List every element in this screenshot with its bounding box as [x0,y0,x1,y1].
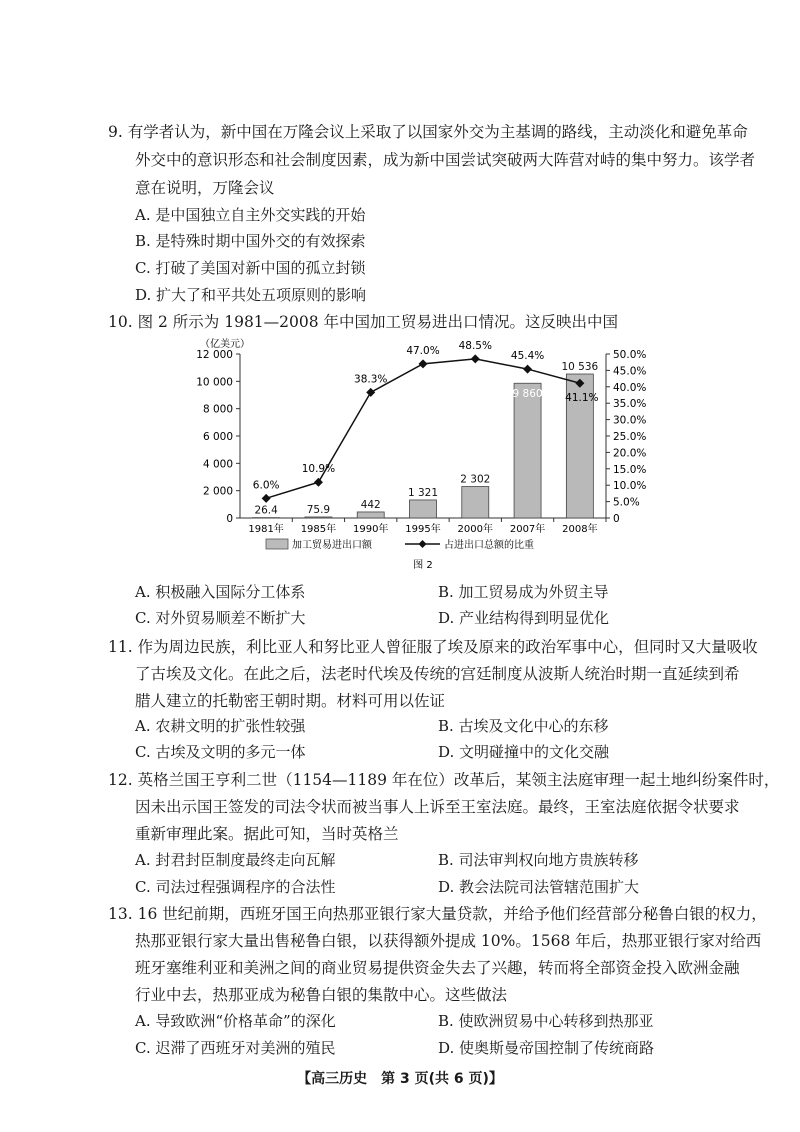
share-value-label: 6.0% [252,479,280,492]
share-value-label: 41.1% [565,392,599,405]
bar [514,383,541,518]
left-axis-tick-label: 6 000 [202,431,233,443]
right-axis-tick-label: 40.0% [613,381,647,394]
share-value-label: 38.3% [354,373,388,386]
q13-option-b: B. 使欧洲贸易中心转移到热那亚 [438,1012,654,1030]
q12-stem-line-3: 重新审理此案。据此可知，当时英格兰 [135,825,399,843]
left-axis-tick-label: 4 000 [202,458,233,471]
legend-diamond-marker [419,540,427,548]
figure-caption: 图 2 [413,560,433,571]
q9-stem-line-2: 外交中的意识形态和社会制度因素，成为新中国尝试突破两大阵营对峙的集中努力。该学者 [135,151,756,169]
legend-line-label: 占进出口总额的比重 [444,540,534,551]
x-tick-label: 1990年 [352,524,389,535]
q12-option-c: C. 司法过程强调程序的合法性 [135,878,336,896]
bar-value-label: 75.9 [306,503,331,516]
share-value-label: 47.0% [406,344,440,357]
q12-option-a: A. 封君封臣制度最终走向瓦解 [135,851,336,869]
share-point [366,388,375,397]
q9-stem-line-1: 9. 有学者认为，新中国在万隆会议上采取了以国家外交为主基调的路线，主动淡化和避免革命 [108,123,748,141]
q12-stem-line-1: 12. 英格兰国王亨利二世（1154—1189 年在位）改革后，某领主法庭审理一起土地纠纷案件时， [108,771,780,789]
share-point [523,365,532,374]
left-axis-tick-label: 8 000 [202,403,233,416]
q13-stem-line-4: 行业中去，热那亚成为秘鲁白银的集散中心。这些做法 [135,986,508,1004]
share-value-label: 10.9% [301,463,336,476]
bar-value-label: 2 302 [460,473,491,486]
bar-value-label: 442 [360,498,381,511]
bar [462,487,489,518]
q12-stem-line-2: 因未出示国王签发的司法令状而被当事人上诉至王室法庭。最终，王室法庭依据令状要求 [135,798,740,816]
right-axis-tick-label: 10.0% [613,480,647,493]
x-tick-label: 1985年 [300,524,337,535]
q13-stem-line-2: 热那亚银行家大量出售秘鲁白银，以获得额外提成 10%。1568 年后，热那亚银行家对给西 [135,932,762,950]
bar-value-label: 1 321 [407,486,439,499]
bar-value-label: 10 536 [561,361,599,374]
left-axis-tick-label: 12 000 [196,349,233,361]
bar-value-label: 9 860 [512,388,543,401]
bar [410,500,437,518]
bar [305,517,332,518]
right-axis-tick-label: 35.0% [613,398,647,411]
x-tick-label: 2008年 [562,524,598,535]
q11-option-b: B. 古埃及文化中心的东移 [438,717,609,735]
q10-option-b: B. 加工贸易成为外贸主导 [438,583,609,601]
q13-stem-line-3: 班牙塞维利亚和美洲之间的商业贸易提供资金失去了兴趣，转而将全部资金投入欧洲金融 [135,959,740,977]
q9-stem-line-3: 意在说明，万隆会议 [135,179,275,197]
right-axis-tick-label: 20.0% [613,447,647,460]
right-axis-tick-label: 30.0% [613,414,647,427]
page-footer: 【高三历史 第 3 页(共 6 页)】 [297,1071,503,1087]
q13-stem-line-1: 13. 16 世纪前期，西班牙国王向热那亚银行家大量贷款，并给予他们经营部分秘鲁白银的权力， [108,905,767,923]
q10-option-d: D. 产业结构得到明显优化 [438,609,610,627]
q12-option-d: D. 教会法院司法管辖范围扩大 [438,878,640,896]
share-point [419,359,428,368]
legend-bar-swatch [266,539,288,549]
share-value-label: 45.4% [510,350,545,363]
q10-stem-line-1: 10. 图 2 所示为 1981—2008 年中国加工贸易进出口情况。这反映出中国 [108,313,619,331]
q10-option-a: A. 积极融入国际分工体系 [135,583,306,601]
right-axis-tick-label: 45.0% [613,365,647,378]
q11-option-d: D. 文明碰撞中的文化交融 [438,743,610,761]
right-axis-tick-label: 25.0% [613,431,647,443]
left-axis-tick-label: 0 [226,513,233,525]
q9-option-b: B. 是特殊时期中国外交的有效探索 [135,232,366,250]
x-tick-label: 1981年 [248,524,284,535]
bar-value-label: 26.4 [254,504,278,517]
left-axis-tick-label: 10 000 [196,376,233,389]
right-axis-tick-label: 5.0% [613,496,640,509]
x-tick-label: 2007年 [509,524,546,535]
share-value-label: 48.5% [458,339,492,352]
legend-bar-label: 加工贸易进出口额 [292,540,372,551]
q11-stem-line-2: 了古埃及文化。在此之后，法老时代埃及传统的宫廷制度从波斯人统治时期一直延续到希 [135,665,740,683]
q11-option-c: C. 古埃及文明的多元一体 [135,743,306,761]
q9-option-d: D. 扩大了和平共处五项原则的影响 [135,286,367,304]
q9-option-a: A. 是中国独立自主外交实践的开始 [135,206,366,224]
q11-option-a: A. 农耕文明的扩张性较强 [135,717,306,735]
q11-stem-line-1: 11. 作为周边民族，利比亚人和努比亚人曾征服了埃及原来的政治军事中心，但同时又大量吸收 [108,638,758,656]
left-axis-tick-label: 2 000 [202,485,233,498]
right-axis-tick-label: 50.0% [613,349,647,361]
share-point [262,494,271,503]
right-axis-tick-label: 0 [613,513,620,525]
left-axis-unit: （亿美元） [200,339,250,350]
q13-option-d: D. 使奥斯曼帝国控制了传统商路 [438,1039,655,1057]
q10-option-c: C. 对外贸易顺差不断扩大 [135,609,306,627]
share-point [471,354,480,363]
bar [357,512,384,518]
q13-option-a: A. 导致欧洲“价格革命”的深化 [135,1012,336,1030]
q13-option-c: C. 迟滞了西班牙对美洲的殖民 [135,1039,336,1057]
q9-option-c: C. 打破了美国对新中国的孤立封锁 [135,259,366,277]
right-axis-tick-label: 15.0% [613,463,647,476]
q11-stem-line-3: 腊人建立的托勒密王朝时期。材料可用以佐证 [135,692,446,710]
share-point [314,478,323,487]
q12-option-b: B. 司法审判权向地方贵族转移 [438,851,639,869]
x-tick-label: 2000年 [457,524,494,535]
x-tick-label: 1995年 [405,524,441,535]
